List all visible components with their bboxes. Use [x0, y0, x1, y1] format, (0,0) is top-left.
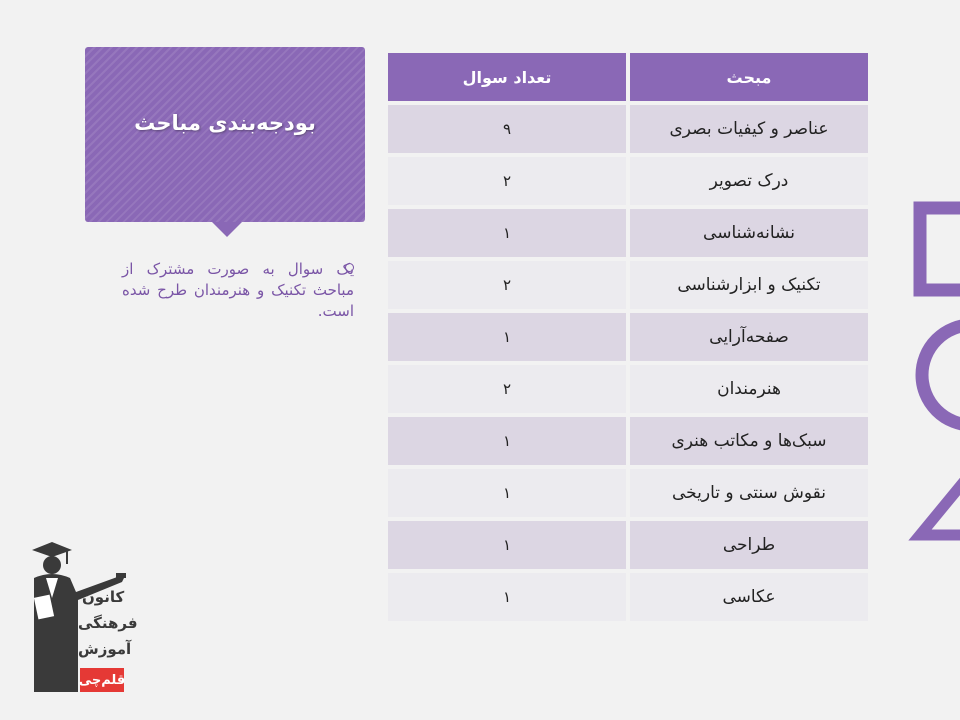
topic-cell: سبک‌ها و مکاتب هنری	[630, 417, 868, 465]
topic-cell: تکنیک و ابزارشناسی	[630, 261, 868, 309]
count-cell: ۱	[388, 521, 626, 569]
topic-cell: عکاسی	[630, 573, 868, 621]
topic-cell: درک تصویر	[630, 157, 868, 205]
table-row	[388, 157, 868, 205]
count-cell: ۱	[388, 469, 626, 517]
table-row	[388, 105, 868, 153]
count-cell: ۹	[388, 105, 626, 153]
table-header-row	[388, 53, 868, 101]
circle-outline-icon	[922, 325, 960, 425]
table-row	[388, 313, 868, 361]
logo-badge: قلم‌چی	[80, 668, 124, 692]
title-card	[85, 47, 365, 222]
topic-cell: صفحه‌آرایی	[630, 313, 868, 361]
topic-cell: نشانه‌شناسی	[630, 209, 868, 257]
bullet-circle-icon	[345, 263, 354, 272]
note-text: یک سوال به صورت مشترک از مباحث تکنیک و هنرمندان طرح شده است.	[122, 260, 354, 320]
table-row	[388, 469, 868, 517]
table-row	[388, 365, 868, 413]
square-outline-icon	[920, 208, 960, 290]
count-cell: ۱	[388, 573, 626, 621]
topic-cell: هنرمندان	[630, 365, 868, 413]
table-row	[388, 573, 868, 621]
count-cell: ۲	[388, 157, 626, 205]
page-title: بودجه‌بندی مباحث	[134, 110, 316, 135]
logo-word-2: فرهنگی	[78, 614, 138, 632]
logo-word-3: آموزش	[78, 640, 132, 658]
logo-word-1: کانون	[82, 588, 125, 606]
count-cell: ۲	[388, 365, 626, 413]
triangle-outline-icon	[920, 467, 960, 535]
count-cell: ۱	[388, 313, 626, 361]
topic-cell: طراحی	[630, 521, 868, 569]
topic-cell: نقوش سنتی و تاریخی	[630, 469, 868, 517]
note	[92, 259, 354, 322]
table-row	[388, 261, 868, 309]
count-cell: ۱	[388, 417, 626, 465]
count-cell: ۲	[388, 261, 626, 309]
decorative-shapes	[900, 195, 960, 555]
count-cell: ۱	[388, 209, 626, 257]
topic-cell: عناصر و کیفیات بصری	[630, 105, 868, 153]
table-row	[388, 417, 868, 465]
table-row	[388, 521, 868, 569]
topics-table	[384, 49, 872, 625]
logo	[20, 540, 138, 695]
header-topic: مبحث	[630, 53, 868, 101]
header-count: تعداد سوال	[388, 53, 626, 101]
table-row	[388, 209, 868, 257]
